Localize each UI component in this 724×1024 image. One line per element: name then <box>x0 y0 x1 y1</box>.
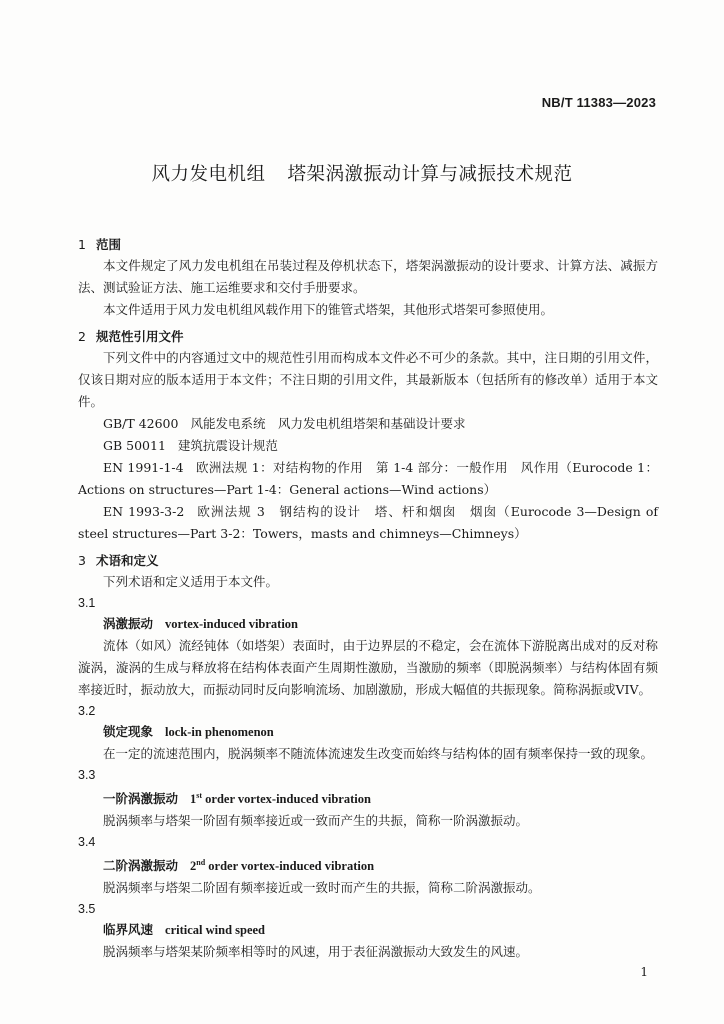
term-number: 3.4 <box>78 835 96 850</box>
document-title <box>0 160 724 186</box>
ordinal-suffix: nd <box>196 858 206 868</box>
reference-item <box>78 457 658 501</box>
term-en: vortex-induced vibration <box>165 617 298 631</box>
reference-item <box>78 413 658 435</box>
term-en-text: order vortex-induced vibration <box>205 792 371 807</box>
reference-title: 建筑抗震设计规范 <box>177 438 278 453</box>
term-definition: 脱涡频率与塔架某阶频率相等时的风速，用于表征涡激振动大致发生的风速。 <box>103 944 529 960</box>
term-title <box>78 919 658 941</box>
reference-code: GB/T 42600 <box>103 416 179 431</box>
term-number: 3.5 <box>78 902 96 917</box>
reference-code: GB 50011 <box>103 438 166 453</box>
term-number: 3.3 <box>78 768 96 782</box>
terms-intro: 下列术语和定义适用于本文件。 <box>103 574 279 589</box>
term-en <box>190 792 371 806</box>
term-zh: 二阶涡激振动 <box>103 858 179 874</box>
section-title: 规范性引用文件 <box>96 329 184 344</box>
reference-code: EN 1993-3-2 <box>103 504 185 519</box>
section-number: 2 <box>78 329 86 344</box>
term-definition: 在一定的流速范围内，脱涡频率不随流体流速发生改变而始终与结构体的固有频率保持一致的现象。 <box>103 746 654 761</box>
section-3-heading <box>78 551 658 571</box>
reference-title: 风能发电系统 风力发电机组塔架和基础设计要求 <box>190 416 466 431</box>
term-title <box>78 852 658 877</box>
term-zh: 一阶涡激振动 <box>103 791 179 807</box>
term-en-text: order vortex-induced vibration <box>208 859 375 874</box>
term-definition: 脱涡频率与塔架一阶固有频率接近或一致而产生的共振，简称一阶涡激振动。 <box>103 813 529 829</box>
reference-title: 欧洲法规 3 钢结构的设计 塔、杆和烟囱 烟囱（Eurocode 3—Design of steel structures—Part 3-2：Towers，masts and chimneys—Chimneys） <box>78 504 659 541</box>
standard-number: NB/T 11383—2023 <box>541 95 656 110</box>
section-2-heading <box>78 327 658 347</box>
term-number: 3.1 <box>78 596 96 610</box>
ordinal-suffix: st <box>196 791 203 800</box>
term-title <box>78 613 658 635</box>
section-number: 3 <box>78 553 86 568</box>
scope-paragraph-1: 本文件规定了风力发电机组在吊装过程及停机状态下，塔架涡激振动的设计要求、计算方法、减振方法、测试验证方法、施工运维要求和交付手册要求。 <box>78 258 658 295</box>
term-definition: 脱涡频率与塔架二阶固有频率接近或一致时而产生的共振，简称二阶涡激振动。 <box>103 880 541 896</box>
reference-code: EN 1991-1-4 <box>103 460 184 475</box>
document-body <box>78 231 658 963</box>
ordinal-number: 2 <box>190 859 197 874</box>
section-title: 术语和定义 <box>96 553 159 568</box>
term-title <box>78 721 658 743</box>
term-title <box>78 785 658 810</box>
term-zh: 临界风速 <box>103 922 154 938</box>
term-en: critical wind speed <box>165 923 266 938</box>
ordinal-number: 1 <box>190 792 197 807</box>
reference-item <box>78 435 658 457</box>
reference-item <box>78 501 658 545</box>
normative-intro: 下列文件中的内容通过文中的规范性引用而构成本文件必不可少的条款。其中，注日期的引用文件，仅该日期对应的版本适用于本文件；不注日期的引用文件，其最新版本（包括所有的修改单）适用于本文件。 <box>78 350 658 409</box>
term-zh: 涡激振动 <box>103 616 154 631</box>
page-number: 1 <box>640 965 648 979</box>
section-title: 范围 <box>96 237 122 252</box>
title-part-1: 风力发电机组 <box>151 164 266 185</box>
term-number: 3.2 <box>78 704 96 718</box>
reference-title: 欧洲法规 1：对结构物的作用 第 1-4 部分：一般作用 风作用（Eurocode 1：Actions on structures—Part 1-4：General actions—Wind actions） <box>78 460 658 497</box>
section-1-heading <box>78 235 658 255</box>
term-en <box>190 859 374 873</box>
title-part-2: 塔架涡激振动计算与减振技术规范 <box>287 164 573 185</box>
term-en: lock-in phenomenon <box>165 725 274 739</box>
section-number: 1 <box>78 237 86 252</box>
scope-paragraph-2: 本文件适用于风力发电机组风载作用下的锥管式塔架，其他形式塔架可参照使用。 <box>103 302 554 317</box>
term-zh: 锁定现象 <box>103 724 154 739</box>
term-definition: 流体（如风）流经钝体（如塔架）表面时，由于边界层的不稳定，会在流体下游脱离出成对的反对称漩涡，漩涡的生成与释放将在结构体表面产生周期性激励，当激励的频率（即脱涡频率）与结构体固有频率接近时，振动放大，而振动同时反向影响流场、加剧激励，形成大幅值的共振现象。简称涡振或VIV。 <box>78 638 658 697</box>
